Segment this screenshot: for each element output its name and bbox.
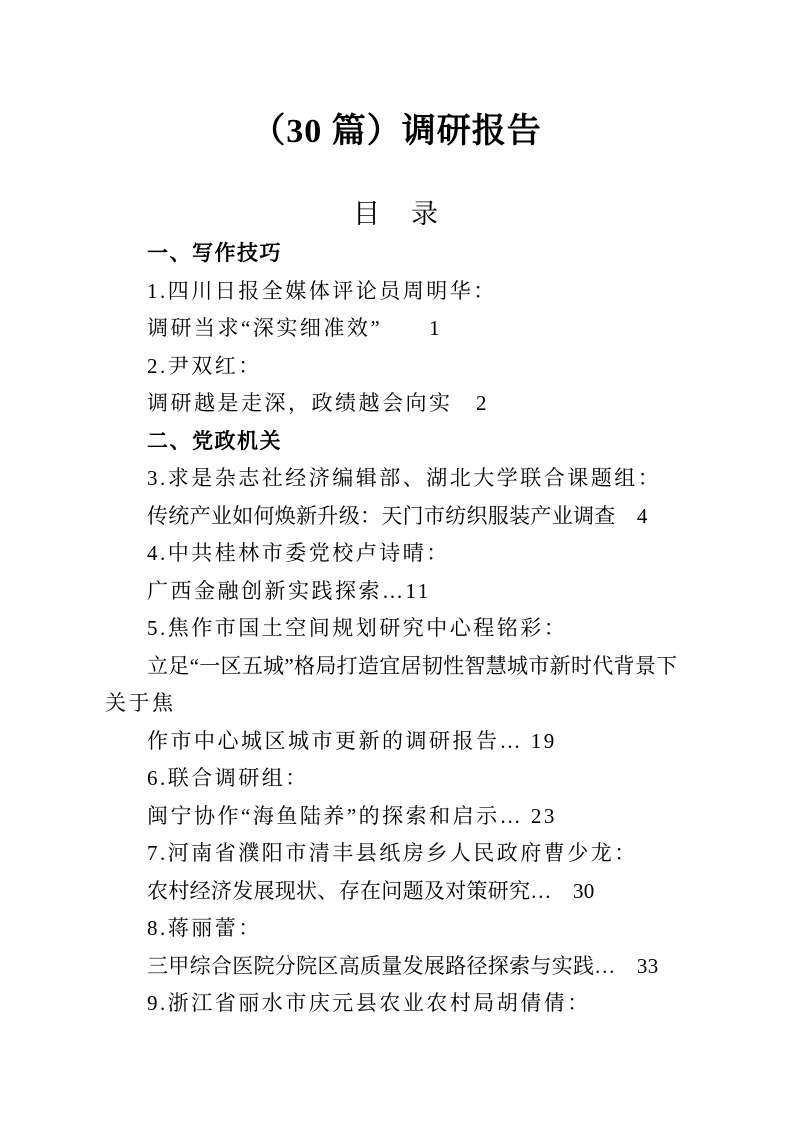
toc-line: 2.尹双红： bbox=[147, 353, 262, 378]
toc-line: 闽宁协作“海鱼陆养”的探索和启示… 23 bbox=[147, 803, 557, 828]
toc-line: 9.浙江省丽水市庆元县农业农村局胡倩倩： bbox=[147, 991, 591, 1015]
toc-line: 8.蒋丽蕾： bbox=[147, 916, 262, 940]
toc-line: 6.联合调研组： bbox=[147, 766, 309, 790]
toc-line: 广西金融创新实践探索…11 bbox=[147, 578, 431, 603]
toc-line: 立足“一区五城”格局打造宜居韧性智慧城市新时代背景下 bbox=[147, 653, 678, 678]
toc-line: 5.焦作市国土空间规划研究中心程铭彩： bbox=[147, 616, 568, 640]
toc-line: 传统产业如何焕新升级：天门市纺织服装产业调查 4 bbox=[147, 503, 648, 528]
page-title: （30 篇）调研报告 bbox=[251, 113, 542, 150]
toc-line: 调研当求“深实细准效” 1 bbox=[147, 316, 443, 340]
toc-line: 7.河南省濮阳市清丰县纸房乡人民政府曹少龙： bbox=[147, 841, 638, 865]
table-of-contents bbox=[105, 235, 745, 1023]
section-heading: 一、写作技巧 bbox=[147, 242, 282, 265]
section-heading: 二、党政机关 bbox=[147, 429, 282, 453]
contents-heading: 目 录 bbox=[353, 199, 440, 229]
toc-line: 关于焦 bbox=[105, 691, 176, 715]
toc-line: 4.中共桂林市委党校卢诗晴： bbox=[147, 541, 450, 565]
toc-line: 农村经济发展现状、存在问题及对策研究… 30 bbox=[147, 878, 595, 903]
toc-line: 作市中心城区城市更新的调研报告… 19 bbox=[147, 728, 557, 753]
toc-line: 1.四川日报全媒体评论员周明华： bbox=[147, 278, 497, 303]
toc-line: 调研越是走深，政绩越会向实 2 bbox=[147, 391, 489, 415]
toc-line: 三甲综合医院分院区高质量发展路径探索与实践… 33 bbox=[147, 953, 659, 978]
toc-line: 3.求是杂志社经济编辑部、湖北大学联合课题组： bbox=[147, 466, 662, 490]
